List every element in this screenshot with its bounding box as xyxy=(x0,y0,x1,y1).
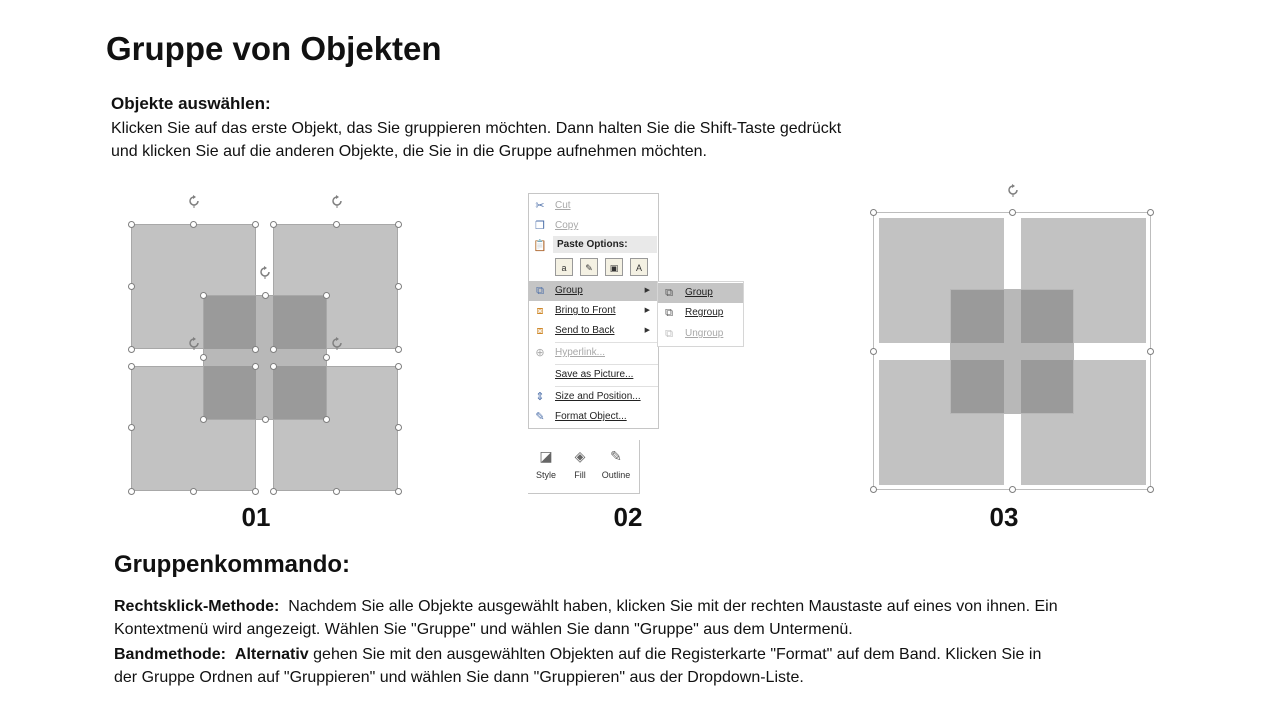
send-to-back-icon: ⧈ xyxy=(536,325,544,337)
figure-label-02: 02 xyxy=(613,502,643,532)
pen-outline-icon: ✎ xyxy=(610,448,622,464)
paste-text-only-icon[interactable]: A xyxy=(630,258,648,276)
menu-item-bring-to-front[interactable]: ⧈ Bring to Front ▶ xyxy=(529,301,658,321)
submenu-item-group[interactable]: ⧉ Group xyxy=(658,283,743,303)
ribbon-text-1: gehen Sie mit den ausgewählten Objekten auf die Registerkarte "Format" auf dem Band. Klicken Sie in xyxy=(313,646,1042,663)
group-selection-handle[interactable] xyxy=(870,209,877,216)
submenu-arrow-icon: ▶ xyxy=(644,307,650,314)
selection-handle[interactable] xyxy=(395,283,402,290)
selection-handle[interactable] xyxy=(323,292,330,299)
selection-handle[interactable] xyxy=(128,221,135,228)
ribbon-line-1 xyxy=(114,643,1041,666)
selection-handle[interactable] xyxy=(128,346,135,353)
selection-handle[interactable] xyxy=(395,488,402,495)
selection-handle[interactable] xyxy=(190,221,197,228)
selection-handle[interactable] xyxy=(323,416,330,423)
overlap-2 xyxy=(273,296,326,349)
overlap-1 xyxy=(204,296,256,349)
figure-label-03: 03 xyxy=(989,502,1019,532)
right-click-method xyxy=(114,595,1058,641)
group-selection-handle[interactable] xyxy=(1147,486,1154,493)
selection-handle[interactable] xyxy=(395,346,402,353)
selection-handle[interactable] xyxy=(270,363,277,370)
paste-options-header: Paste Options: xyxy=(553,236,657,253)
paste-destination-theme-icon[interactable]: ✎ xyxy=(580,258,598,276)
right-click-line-2: Kontextmenü wird angezeigt. Wählen Sie "Gruppe" und wählen Sie dann "Gruppe" aus dem Untermenü. xyxy=(114,621,853,638)
right-click-text-1: Nachdem Sie alle Objekte ausgewählt haben, klicken Sie mit der rechten Maustaste auf eines von ihnen. Ein xyxy=(288,598,1058,615)
shape-style-icon: ◪ xyxy=(539,448,553,464)
selection-handle[interactable] xyxy=(323,354,330,361)
selection-handle[interactable] xyxy=(395,221,402,228)
group-selection-handle[interactable] xyxy=(1009,486,1016,493)
group-icon: ⧉ xyxy=(536,285,544,297)
submenu-arrow-icon: ▶ xyxy=(644,327,650,334)
selection-handle[interactable] xyxy=(200,354,207,361)
grouped-overlap xyxy=(1021,290,1073,343)
ribbon-line-2: der Gruppe Ordnen auf "Gruppieren" und wählen Sie dann "Gruppieren" aus der Dropdown-Liste. xyxy=(114,669,804,686)
rotate-handle-icon[interactable] xyxy=(258,265,272,279)
selection-handle[interactable] xyxy=(252,488,259,495)
intro-heading: Objekte auswählen: xyxy=(111,94,271,113)
rotate-handle-icon[interactable] xyxy=(330,336,344,350)
right-click-label: Rechtsklick-Methode: xyxy=(114,598,280,615)
overlap-3 xyxy=(204,366,256,419)
menu-item-format-object[interactable]: ✎ Format Object... xyxy=(529,407,658,427)
selection-handle[interactable] xyxy=(270,488,277,495)
selection-handle[interactable] xyxy=(128,363,135,370)
group-selection-handle[interactable] xyxy=(1147,348,1154,355)
selection-handle[interactable] xyxy=(190,488,197,495)
menu-item-group[interactable]: ⧉ Group ▶ xyxy=(529,281,658,301)
group-command-heading: Gruppenkommando: xyxy=(114,551,351,578)
menu-item-size-and-position[interactable]: ⇕ Size and Position... xyxy=(529,387,658,407)
paint-bucket-icon: ◈ xyxy=(574,448,586,464)
intro-line-2: und klicken Sie auf die anderen Objekte, die Sie in die Gruppe aufnehmen möchten. xyxy=(111,143,707,160)
selection-handle[interactable] xyxy=(262,292,269,299)
figure-label-01: 01 xyxy=(241,502,271,532)
selection-handle[interactable] xyxy=(270,346,277,353)
style-button[interactable]: ◪ Style xyxy=(535,448,556,480)
figure-03 xyxy=(873,212,1151,490)
mini-toolbar xyxy=(528,440,640,494)
paste-keep-formatting-icon[interactable]: a xyxy=(555,258,573,276)
grouped-overlap xyxy=(951,290,1004,343)
selection-handle[interactable] xyxy=(270,221,277,228)
submenu-item-regroup[interactable]: ⧉ Regroup xyxy=(658,303,743,323)
selection-handle[interactable] xyxy=(128,283,135,290)
right-click-line-1 xyxy=(114,595,1058,618)
selection-handle[interactable] xyxy=(262,416,269,423)
menu-item-save-as-picture[interactable]: Save as Picture... xyxy=(555,369,634,380)
rotate-handle-icon[interactable] xyxy=(330,194,344,208)
selection-handle[interactable] xyxy=(128,488,135,495)
submenu-item-ungroup[interactable]: ⧉ Ungroup xyxy=(658,324,743,344)
grouped-overlap xyxy=(951,360,1004,413)
group-selection-handle[interactable] xyxy=(870,348,877,355)
overlap-4 xyxy=(273,366,326,419)
ribbon-alternative: Alternativ xyxy=(234,646,309,663)
clipboard-icon: 📋 xyxy=(533,240,547,252)
group-selection-handle[interactable] xyxy=(1009,209,1016,216)
size-position-icon: ⇕ xyxy=(535,391,545,403)
menu-item-send-to-back[interactable]: ⧈ Send to Back ▶ xyxy=(529,321,658,341)
menu-item-cut[interactable]: ✂ Cut xyxy=(529,196,658,216)
rotate-handle-icon[interactable] xyxy=(187,336,201,350)
hyperlink-icon: ⊕ xyxy=(535,347,545,359)
copy-icon: ❐ xyxy=(535,220,545,232)
regroup-icon: ⧉ xyxy=(665,307,673,319)
bring-to-front-icon: ⧈ xyxy=(536,305,544,317)
group-submenu xyxy=(657,281,744,347)
selection-handle[interactable] xyxy=(333,488,340,495)
intro-text xyxy=(111,117,841,163)
menu-item-hyperlink[interactable]: ⊕ Hyperlink... xyxy=(529,343,658,363)
fill-button[interactable]: ◈ Fill xyxy=(564,444,596,490)
scissors-icon: ✂ xyxy=(535,200,545,212)
group-selection-handle[interactable] xyxy=(1147,209,1154,216)
selection-handle[interactable] xyxy=(252,221,259,228)
outline-button[interactable]: ✎ Outline xyxy=(601,448,631,480)
selection-handle[interactable] xyxy=(200,416,207,423)
page-title: Gruppe von Objekten xyxy=(106,30,442,67)
grouped-overlap xyxy=(1021,360,1073,413)
context-menu xyxy=(528,193,659,429)
paste-picture-icon[interactable]: ▣ xyxy=(605,258,623,276)
ungroup-icon: ⧉ xyxy=(665,328,673,340)
selection-handle[interactable] xyxy=(200,292,207,299)
format-object-icon: ✎ xyxy=(535,411,545,423)
selection-handle[interactable] xyxy=(395,424,402,431)
selection-handle[interactable] xyxy=(333,221,340,228)
selection-handle[interactable] xyxy=(252,346,259,353)
selection-handle[interactable] xyxy=(252,363,259,370)
rotate-handle-icon[interactable] xyxy=(1006,183,1020,197)
menu-item-copy[interactable]: ❐ Copy xyxy=(529,216,658,236)
submenu-arrow-icon: ▶ xyxy=(644,287,650,294)
selection-handle[interactable] xyxy=(395,363,402,370)
selection-handle[interactable] xyxy=(128,424,135,431)
intro-line-1: Klicken Sie auf das erste Objekt, das Sie gruppieren möchten. Dann halten Sie die Shift-Taste gedrückt xyxy=(111,120,842,137)
ribbon-method xyxy=(114,643,1041,689)
group-selection-handle[interactable] xyxy=(870,486,877,493)
rotate-handle-icon[interactable] xyxy=(187,194,201,208)
group-icon: ⧉ xyxy=(665,287,673,299)
ribbon-label: Bandmethode: xyxy=(114,646,226,663)
